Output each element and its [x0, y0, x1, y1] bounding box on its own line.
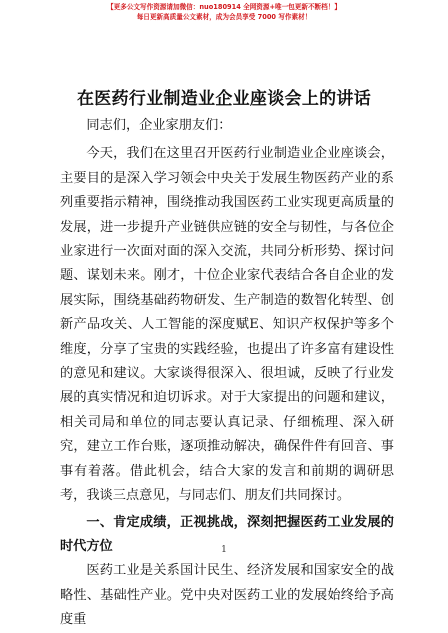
section-heading-1: 一、肯定成绩，正视挑战，深刻把握医药工业发展的时代方位 [60, 514, 394, 554]
promo-banner-line1: 【更多公文写作资源请加微信：nuo180914 全网资源+唯一包更新不断档！】 [107, 3, 341, 11]
greeting: 同志们，企业家朋友们： [86, 118, 232, 133]
page-number: 1 [221, 545, 227, 555]
promo-banner [0, 2, 448, 22]
paragraph-2: 医药工业是关系国计民生、经济发展和国家安全的战略性、基础性产业。党中央对医药工业的发展始终给予高度重 [60, 563, 394, 628]
promo-banner-line2: 每日更新高质量公文素材，成为会员享受 7000 写作素材！ [136, 13, 312, 21]
paragraph-1: 今天，我们在这里召开医药行业制造业企业座谈会，主要目的是深入学习领会中央关于发展生物医药产业的系列重要指示精神，围绕推动我国医药工业实现更高质量的发展，进一步提升产业链供应链的安全与韧性，与各位企业家进行一次面对面的深入交流，共同分析形势、探讨问题、谋划未来。刚才，十位企业家代表结合各自企业的发展实际，围绕基础药物研发、生产制造的数智化转型、创新产品攻关、人工智能的深度赋E、知识产权保护等多个维度，分享了宝贵的实践经验，也提出了许多富有建设性的意见和建议。大家谈得很深入、很坦诚，反映了行业发展的真实情况和迫切诉求。对于大家提出的问题和建议，相关司局和单位的同志要认真记录、仔细梳理、深入研究，建立工作台账，逐项推动解决，确保件件有回音、事事有着落。借此机会，结合大家的发言和前期的调研思考，我谈三点意见，与同志们、朋友们共同探讨。 [60, 146, 394, 504]
document-title: 在医药行业制造业企业座谈会上的讲话 [76, 89, 372, 109]
